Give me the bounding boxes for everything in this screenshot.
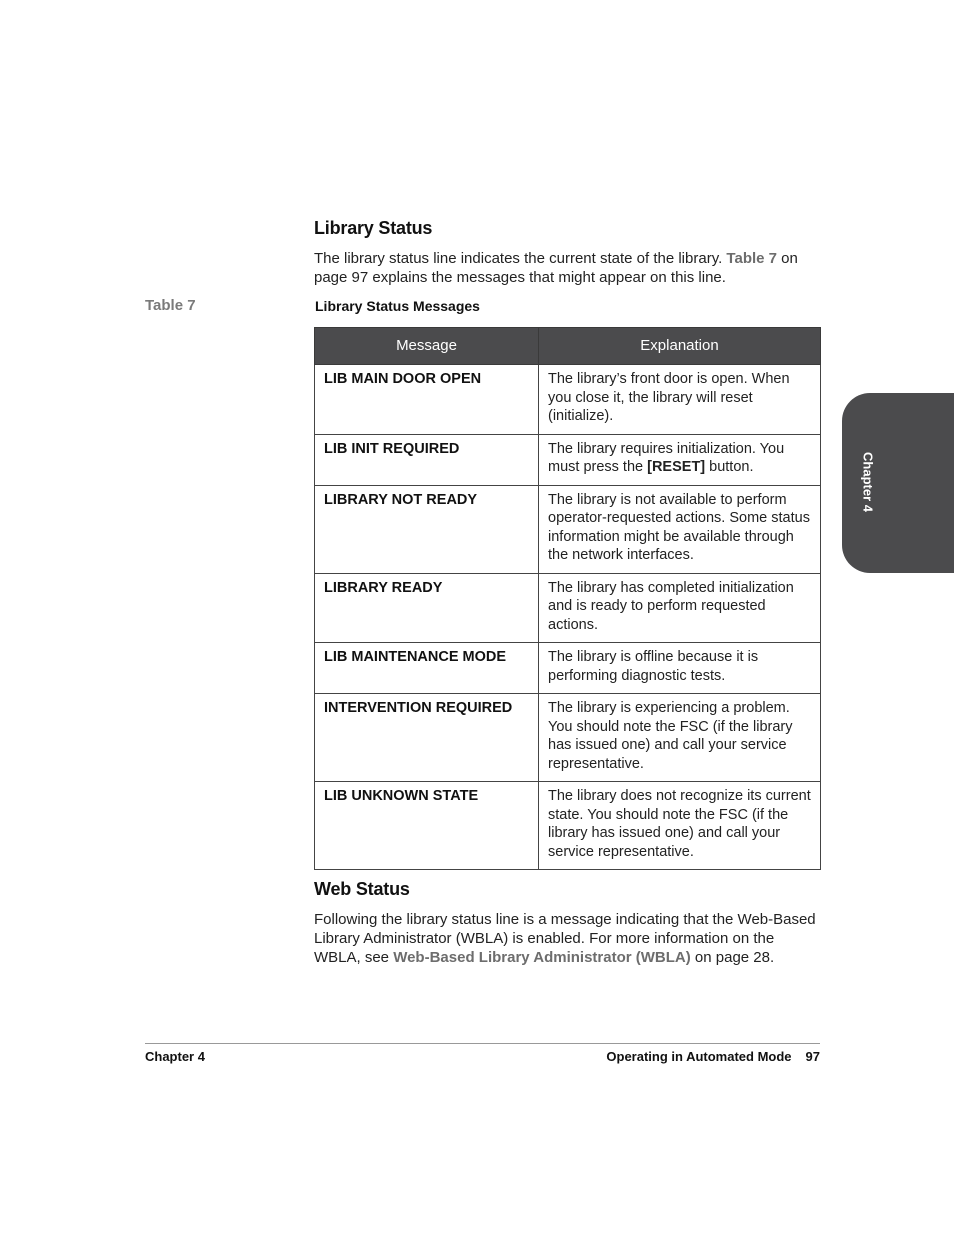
table-row — [315, 434, 821, 485]
message-cell: LIB MAINTENANCE MODE — [315, 643, 539, 694]
paragraph-text: on page 28. — [690, 949, 775, 966]
table-row — [315, 365, 821, 435]
message-cell: LIB INIT REQUIRED — [315, 434, 539, 485]
section-heading-library-status: Library Status — [314, 218, 433, 238]
table-number-label: Table 7 — [145, 297, 196, 314]
wbla-link[interactable]: Web-Based Library Administrator (WBLA) — [393, 949, 691, 966]
footer-chapter: Chapter 4 — [145, 1049, 205, 1064]
table-row — [315, 782, 821, 870]
table-header-row — [315, 328, 821, 365]
paragraph-text: on page 97 explains the messages that might appear on this line. — [314, 250, 798, 286]
paragraph-text: Following the library status line is a message indicating that the Web-Based Library Administrator (WBLA) is enabled. For more information on the WBLA, see — [314, 911, 816, 966]
message-cell: LIB MAIN DOOR OPEN — [315, 365, 539, 435]
library-status-paragraph — [314, 249, 820, 287]
message-cell: LIBRARY READY — [315, 573, 539, 643]
message-cell: INTERVENTION REQUIRED — [315, 694, 539, 782]
page-number: 97 — [805, 1049, 820, 1064]
explanation-cell — [539, 434, 821, 485]
explanation-cell: The library is not available to perform operator-requested actions. Some status information might be available through the network interfaces. — [539, 485, 821, 573]
column-header-message: Message — [315, 328, 539, 365]
reset-key-label: [RESET] — [647, 459, 706, 475]
footer-title-page — [606, 1049, 820, 1064]
message-cell: LIBRARY NOT READY — [315, 485, 539, 573]
chapter-side-tab-label: Chapter 4 — [860, 452, 876, 512]
explanation-cell: The library has completed initialization and is ready to perform requested actions. — [539, 573, 821, 643]
message-cell: LIB UNKNOWN STATE — [315, 782, 539, 870]
table-row — [315, 694, 821, 782]
footer-divider — [145, 1043, 820, 1044]
explanation-cell: The library is offline because it is performing diagnostic tests. — [539, 643, 821, 694]
table-caption: Library Status Messages — [315, 298, 480, 314]
explanation-cell: The library is experiencing a problem. You should note the FSC (if the library has issued one) and call your service representative. — [539, 694, 821, 782]
section-heading-web-status: Web Status — [314, 879, 410, 899]
table-row — [315, 573, 821, 643]
web-status-paragraph — [314, 910, 820, 967]
footer-title: Operating in Automated Mode — [606, 1049, 792, 1064]
explanation-cell: The library does not recognize its current state. You should note the FSC (if the library has issued one) and call your service representative. — [539, 782, 821, 870]
table-row — [315, 643, 821, 694]
explanation-text: The library requires initialization. You must press the — [548, 440, 785, 475]
column-header-explanation: Explanation — [539, 328, 821, 365]
table-row — [315, 485, 821, 573]
explanation-cell: The library’s front door is open. When you close it, the library will reset (initialize). — [539, 365, 821, 435]
explanation-text: button. — [705, 459, 754, 475]
table-7-link[interactable]: Table 7 — [726, 250, 782, 267]
paragraph-text: The library status line indicates the current state of the library. — [314, 250, 727, 267]
chapter-side-tab — [842, 393, 954, 573]
library-status-table — [314, 327, 821, 870]
